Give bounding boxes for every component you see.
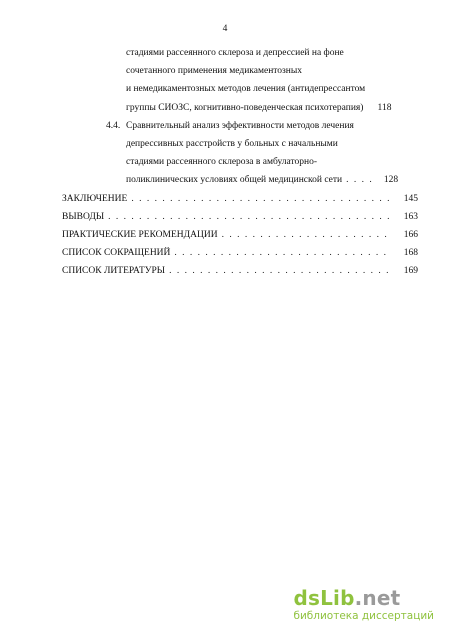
toc-page-number: 166: [403, 230, 418, 241]
dslib-logo: [293, 587, 434, 609]
toc-section-title: ВЫВОДЫ: [62, 211, 105, 222]
toc-page-number: 163: [403, 211, 418, 222]
logo-gray-text: .net: [354, 586, 401, 610]
toc-leader-dots: [222, 226, 392, 244]
dslib-subtitle: библиотека диссертаций: [293, 610, 434, 622]
toc-line-text: сочетанного применения медикаментозных: [126, 66, 303, 77]
toc-section-title: СПИСОК СОКРАЩЕНИЙ: [62, 248, 171, 259]
toc-item-4-4-last-line: [62, 171, 418, 189]
toc-line-text: поликлинических условиях общей медицинской сети: [126, 175, 343, 186]
page-number: 4: [222, 24, 228, 34]
toc-continuation-last-line: [62, 99, 418, 117]
toc-section-title: СПИСОК ЛИТЕРАТУРЫ: [62, 266, 166, 277]
toc-section-conclusion[interactable]: [62, 190, 418, 208]
toc-leader-dots: [169, 262, 392, 280]
toc-section-title: ЗАКЛЮЧЕНИЕ: [62, 193, 128, 204]
toc-section-title: ПРАКТИЧЕСКИЕ РЕКОМЕНДАЦИИ: [62, 230, 218, 241]
toc-line-text: и немедикаментозных методов лечения (антидепрессантом: [126, 84, 366, 95]
toc-line-text: стадиями рассеянного склероза в амбулаторно-: [126, 157, 318, 168]
toc-continuation-line: [62, 62, 418, 80]
toc-continuation-line: [62, 80, 418, 98]
table-of-contents: [62, 44, 418, 281]
toc-item-number: 4.4.: [106, 120, 121, 131]
toc-line-text: Сравнительный анализ эффективности методов лечения: [126, 120, 354, 131]
toc-page-number: 118: [377, 102, 392, 113]
toc-leader-dots: [108, 208, 392, 226]
toc-section-findings[interactable]: [62, 208, 418, 226]
toc-item-4-4-line: [62, 153, 418, 171]
toc-section-references[interactable]: [62, 262, 418, 280]
toc-leader-dots: [346, 171, 372, 189]
toc-leader-dots: [174, 244, 392, 262]
toc-section-recommendations[interactable]: [62, 226, 418, 244]
toc-section-abbreviations[interactable]: [62, 244, 418, 262]
toc-line-text: депрессивных расстройств у больных с начальными: [126, 139, 338, 150]
toc-leader-dots: [131, 190, 392, 208]
logo-green-text: dsLib: [293, 586, 355, 610]
toc-continuation-line: [62, 44, 418, 62]
toc-page-number: 128: [383, 175, 399, 186]
toc-line-text: группы СИОЗС, когнитивно-поведенческая психотерапия): [126, 102, 364, 113]
toc-line-text: стадиями рассеянного склероза и депрессией на фоне: [126, 48, 344, 58]
dslib-watermark[interactable]: [293, 587, 434, 623]
toc-item-4-4[interactable]: [62, 117, 418, 135]
toc-page-number: 168: [403, 248, 418, 259]
toc-page-number: 145: [403, 193, 418, 204]
toc-page-number: 169: [403, 266, 418, 277]
toc-item-4-4-line: [62, 135, 418, 153]
